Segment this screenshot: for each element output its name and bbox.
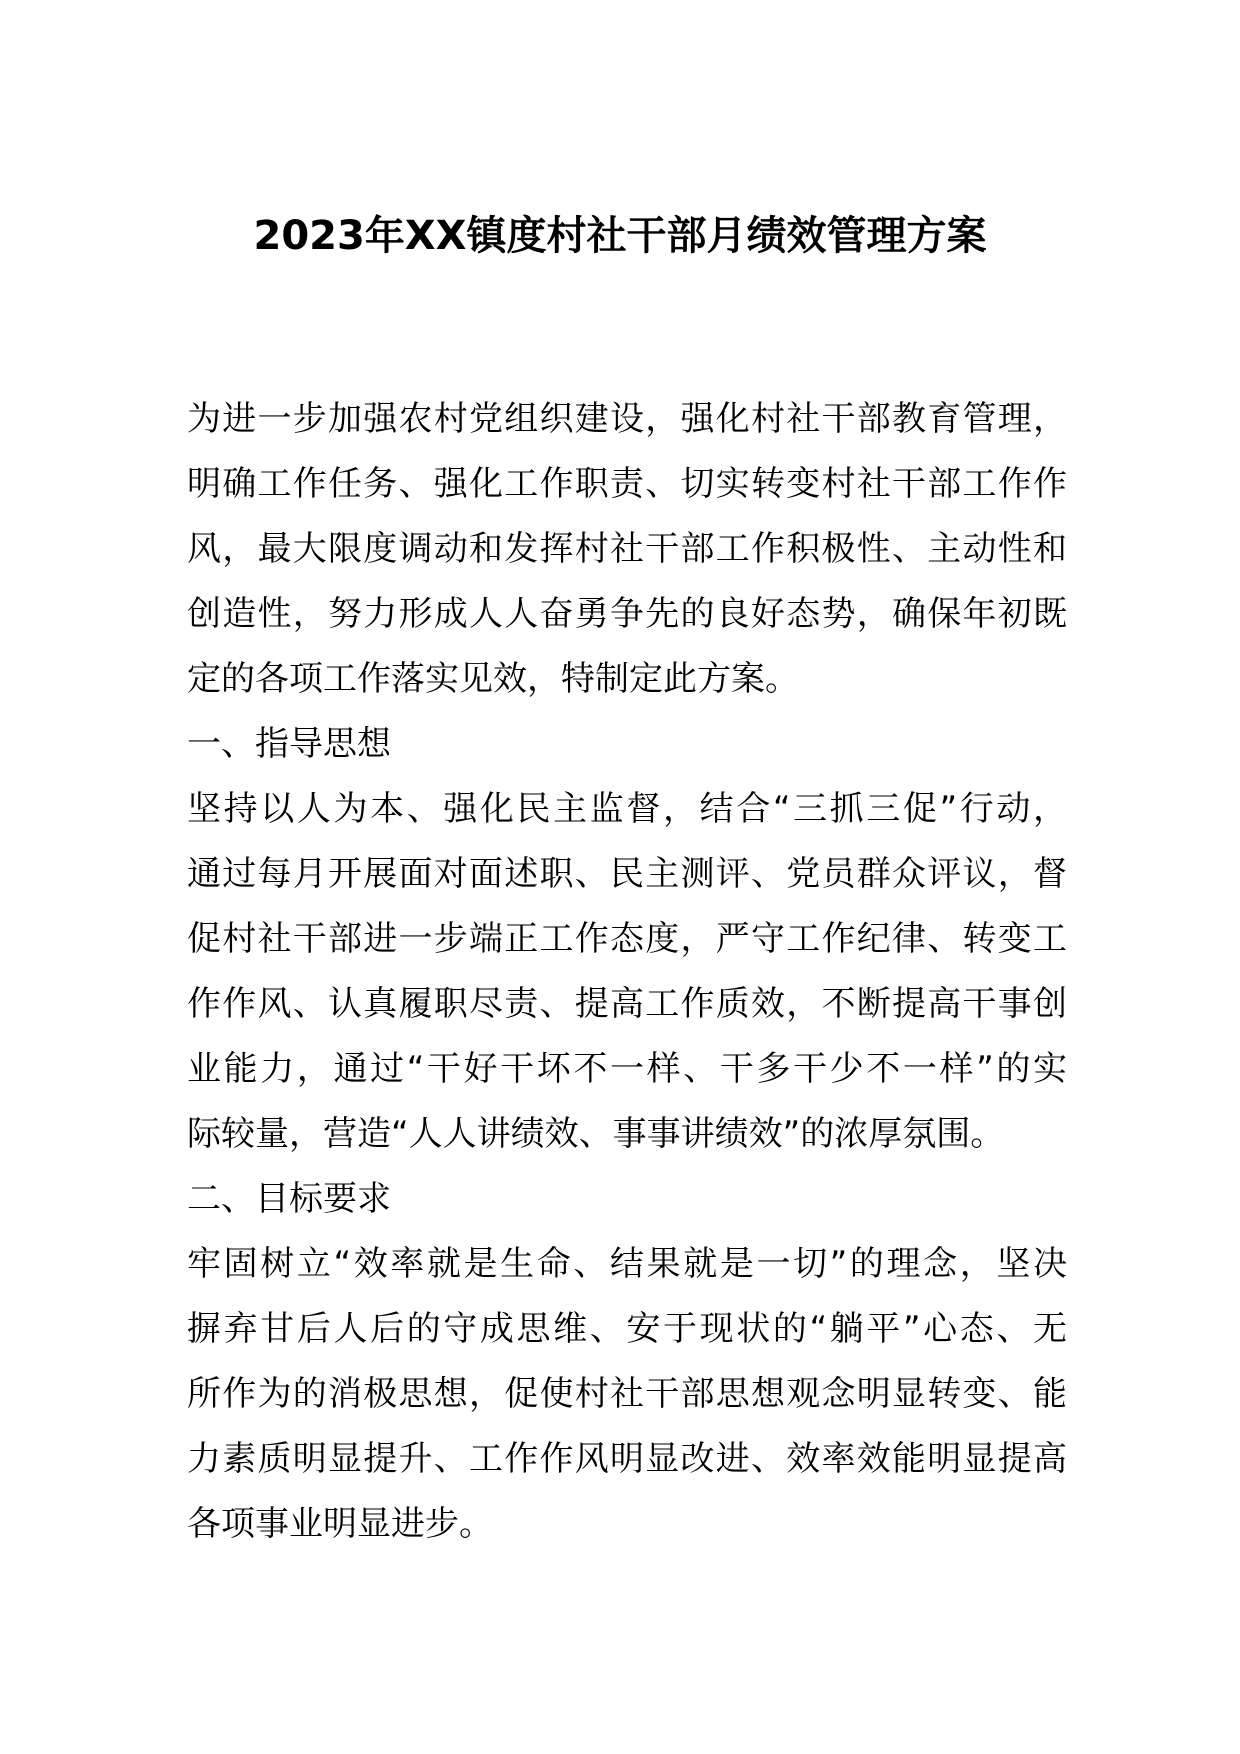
- paragraph-line: 业能力，通过“干好干坏不一样、干多干少不一样”的实: [187, 1049, 1067, 1089]
- paragraph-line: 促村社干部进一步端正工作态度，严守工作纪律、转变工: [187, 919, 1067, 959]
- paragraph-line: 力素质明显提升、工作作风明显改进、效率效能明显提高: [187, 1439, 1067, 1479]
- paragraph-line: 坚持以人为本、强化民主监督，结合“三抓三促”行动，: [187, 789, 1067, 829]
- paragraph-line: 作作风、认真履职尽责、提高工作质效，不断提高干事创: [187, 984, 1067, 1024]
- paragraph-line: 风，最大限度调动和发挥村社干部工作积极性、主动性和: [187, 529, 1067, 569]
- section-heading: 二、目标要求: [187, 1179, 391, 1219]
- paragraph-line: 为进一步加强农村党组织建设，强化村社干部教育管理，: [187, 399, 1067, 439]
- section-heading: 一、指导思想: [187, 724, 391, 764]
- document-body: [187, 387, 1067, 1557]
- paragraph-line: 创造性，努力形成人人奋勇争先的良好态势，确保年初既: [187, 594, 1067, 634]
- paragraph-line: 各项事业明显进步。: [187, 1504, 493, 1544]
- document-title: 2023年XX镇度村社干部月绩效管理方案: [253, 213, 987, 259]
- paragraph-line: 际较量，营造“人人讲绩效、事事讲绩效”的浓厚氛围。: [187, 1114, 1005, 1154]
- paragraph-line: 通过每月开展面对面述职、民主测评、党员群众评议，督: [187, 854, 1067, 894]
- paragraph-line: 明确工作任务、强化工作职责、切实转变村社干部工作作: [187, 464, 1067, 504]
- paragraph-line: 摒弃甘后人后的守成思维、安于现状的“躺平”心态、无: [187, 1309, 1067, 1349]
- paragraph-line: 所作为的消极思想，促使村社干部思想观念明显转变、能: [187, 1374, 1067, 1414]
- paragraph-line: 定的各项工作落实见效，特制定此方案。: [187, 659, 799, 699]
- paragraph-line: 牢固树立“效率就是生命、结果就是一切”的理念，坚决: [187, 1244, 1067, 1284]
